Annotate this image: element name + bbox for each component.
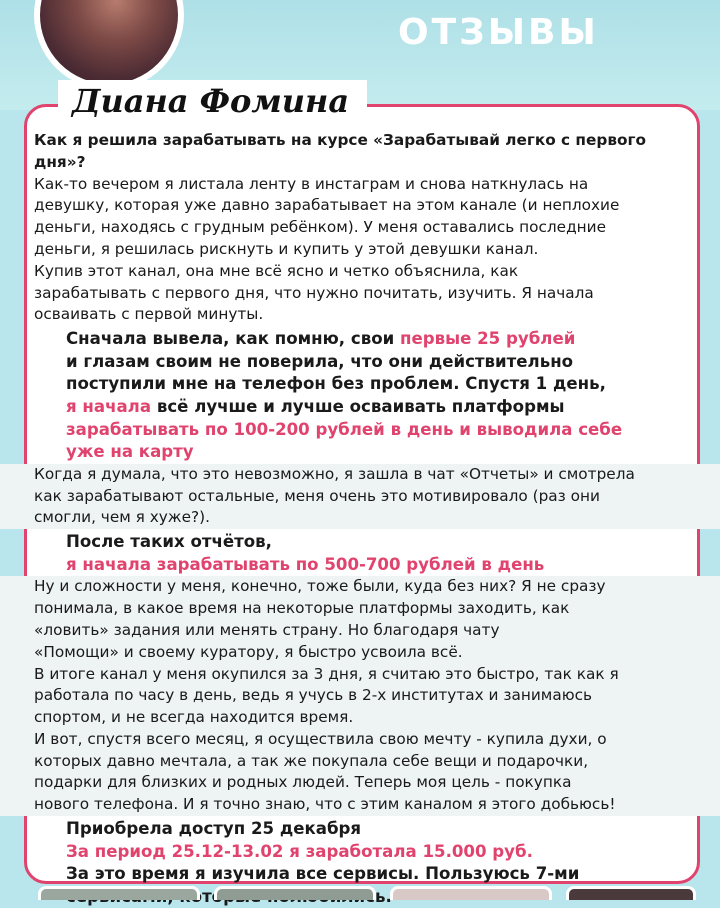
highlight-accent-text: первые 25 рублей xyxy=(400,329,576,349)
thumbnail-image xyxy=(566,886,696,900)
author-name: Диана Фомина xyxy=(58,80,367,122)
review-text-line: осваивать с первой минуты. xyxy=(34,305,264,324)
highlight-line: После таких отчётов, xyxy=(66,532,272,552)
highlight-line: я начала зарабатывать по 500-700 рублей в день xyxy=(66,554,545,574)
review-text-line: как зарабатывают остальные, меня очень это мотивировало (раз они xyxy=(34,486,600,505)
review-text-line: нового телефона. И я точно знаю, что с этим каналом я этого добьюсь! xyxy=(34,795,616,814)
review-text-line: деньги, я решилась рискнуть и купить у этой девушки канал. xyxy=(34,239,539,258)
highlight-line: уже на карту xyxy=(66,442,194,462)
review-text-line: деньги, находясь с грудным ребёнком). У меня оставались последние xyxy=(34,218,607,237)
text-band xyxy=(0,464,720,529)
highlight-line xyxy=(34,328,686,351)
review-text-line: В итоге канал у меня окупился за 3 дня, я считаю это быстро, так как я xyxy=(34,664,619,683)
highlight-line: поступили мне на телефон без проблем. Спустя 1 день, xyxy=(66,374,606,394)
thumbnail-image xyxy=(214,886,376,900)
review-text-line: смогли, чем я хуже?). xyxy=(34,508,210,527)
thumbnail-image xyxy=(38,886,200,900)
highlight-text: Сначала вывела, как помню, свои xyxy=(66,329,400,349)
review-text-line: которых давно мечтала, а так же покупала себе вещи и подарочки, xyxy=(34,751,589,770)
review-content xyxy=(34,130,686,908)
thumbnail-image xyxy=(390,886,552,900)
highlight-line: За период 25.12-13.02 я заработала 15.000 руб. xyxy=(66,841,533,861)
highlight-block-after-reports xyxy=(34,531,686,576)
review-text-line: Ну и сложности у меня, конечно, тоже были, куда без них? Я не сразу xyxy=(34,577,606,596)
review-text-line: И вот, спустя всего месяц, я осуществила свою мечту - купила духи, о xyxy=(34,729,607,748)
section-title: ОТЗЫВЫ xyxy=(398,12,599,53)
bottom-thumbnail-strip xyxy=(0,886,720,900)
review-question: Как я решила зарабатывать на курсе «Зарабатывай легко с первого дня»? xyxy=(34,131,647,171)
text-band xyxy=(0,576,720,816)
highlight-line: и глазам своим не поверила, что они действительно xyxy=(66,351,574,371)
highlight-line: За это время я изучила все сервисы. Пользуюсь 7-ми xyxy=(66,864,580,884)
highlight-line: зарабатывать по 100-200 рублей в день и выводила себе xyxy=(66,419,623,439)
review-text-line: Когда я думала, что это невозможно, я зашла в чат «Отчеты» и смотрела xyxy=(34,464,635,483)
highlight-text: всё лучше и лучше осваивать платформы xyxy=(151,396,565,416)
review-text-line: «ловить» задания или менять страну. Но благодаря чату xyxy=(34,620,500,639)
highlight-line: Приобрела доступ 25 декабря xyxy=(66,819,362,839)
highlight-line xyxy=(34,396,686,419)
review-text-line: зарабатывать с первого дня, что нужно почитать, изучить. Я начала xyxy=(34,283,594,302)
review-text-line: понимала, в какое время на некоторые платформы заходить, как xyxy=(34,599,570,618)
review-text-line: девушку, которая уже давно зарабатывает на этом канале (и неплохие xyxy=(34,196,620,215)
review-text-line: работала по часу в день, ведь я учусь в 2-х институтах и занимаюсь xyxy=(34,686,593,705)
review-text-line: Купив этот канал, она мне всё ясно и четко объяснила, как xyxy=(34,261,519,280)
review-text-line: спортом, и не всегда находится время. xyxy=(34,708,354,727)
highlight-accent-text: я начала xyxy=(66,396,152,416)
review-text-line: Как-то вечером я листала ленту в инстаграм и снова наткнулась на xyxy=(34,174,589,193)
highlight-block-first-earnings xyxy=(34,328,686,464)
review-text-line: подарки для близких и родных людей. Теперь моя цель - покупка xyxy=(34,773,572,792)
review-text-line: «Помощи» и своему куратору, я быстро усвоила всё. xyxy=(34,642,463,661)
